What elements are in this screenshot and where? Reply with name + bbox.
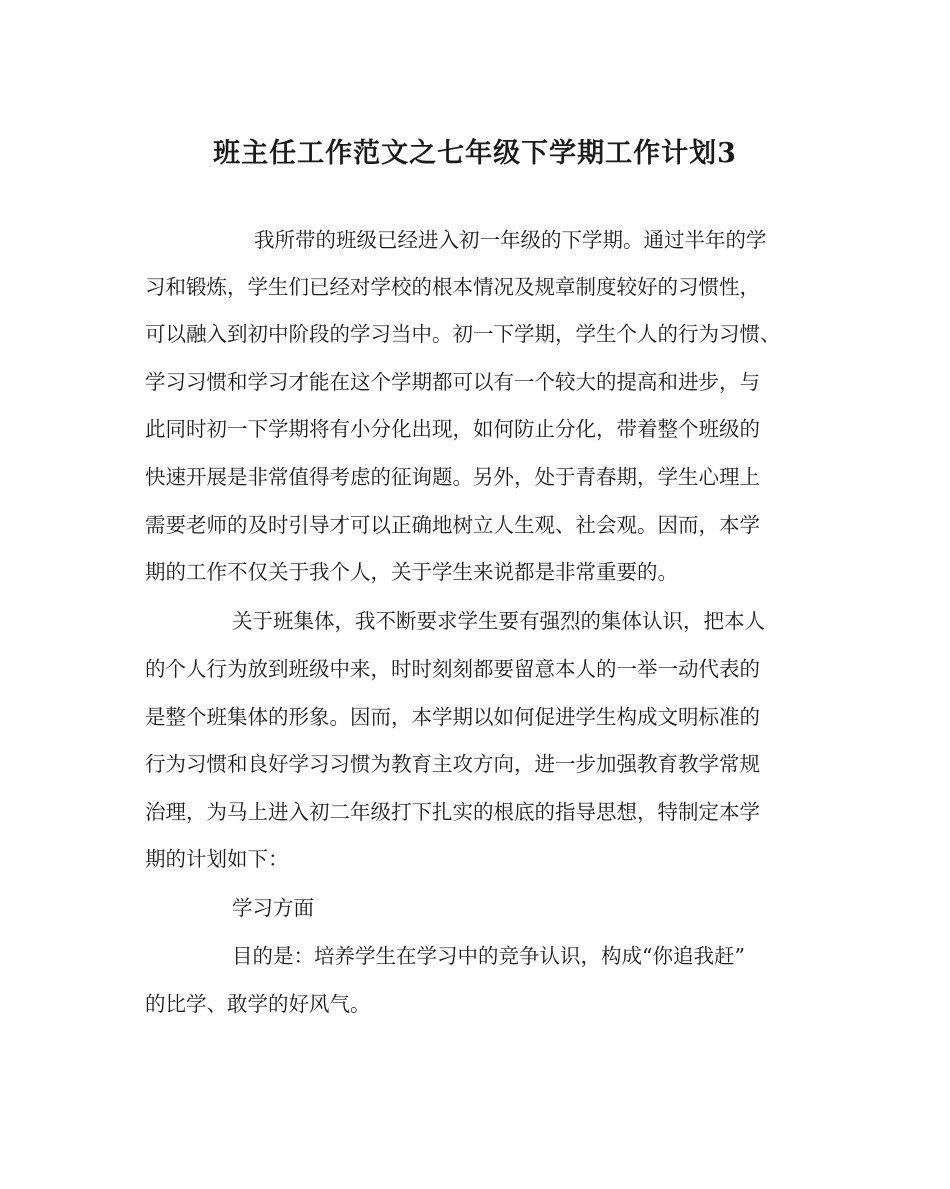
paragraph-1-line-8: 期的工作不仅关于我个人，关于学生来说都是非常重要的。 xyxy=(145,560,678,584)
paragraph-1-line-5: 此同时初一下学期将有小分化出现，如何防止分化，带着整个班级的 xyxy=(145,417,760,441)
paragraph-1-line-3: 可以融入到初中阶段的学习当中。初一下学期，学生个人的行为习惯、 xyxy=(145,322,781,346)
section-heading: 学习方面 xyxy=(232,896,314,920)
paragraph-2-line-5: 治理，为马上进入初二年级打下扎实的根底的指导思想，特制定本学 xyxy=(145,800,760,824)
paragraph-2-line-3: 是整个班集体的形象。因而，本学期以如何促进学生构成文明标准的 xyxy=(145,705,760,729)
paragraph-2-line-2: 的个人行为放到班级中来，时时刻刻都要留意本人的一举一动代表的 xyxy=(145,657,760,681)
paragraph-1-line-1: 我所带的班级已经进入初一年级的下学期。通过半年的学 xyxy=(254,228,767,252)
paragraph-1-line-4: 学习习惯和学习才能在这个学期都可以有一个较大的提高和进步，与 xyxy=(145,370,760,394)
paragraph-2-line-1: 关于班集体，我不断要求学生要有强烈的集体认识，把本人 xyxy=(232,609,765,633)
paragraph-1-line-6: 快速开展是非常值得考虑的征询题。另外，处于青春期，学生心理上 xyxy=(145,465,760,489)
paragraph-1-line-2: 习和锻炼，学生们已经对学校的根本情况及规章制度较好的习惯性， xyxy=(145,275,760,299)
paragraph-3-line-1: 目的是：培养学生在学习中的竞争认识，构成“你追我赶” xyxy=(232,944,745,968)
document-title: 班主任工作范文之七年级下学期工作计划3 xyxy=(213,138,737,169)
paragraph-2-line-6: 期的计划如下： xyxy=(145,847,289,871)
paragraph-3-line-2: 的比学、敢学的好风气。 xyxy=(145,992,371,1016)
paragraph-2-line-4: 行为习惯和良好学习习惯为教育主攻方向，进一步加强教育教学常规 xyxy=(145,752,760,776)
paragraph-1-line-7: 需要老师的及时引导才可以正确地树立人生观、社会观。因而，本学 xyxy=(145,513,760,537)
